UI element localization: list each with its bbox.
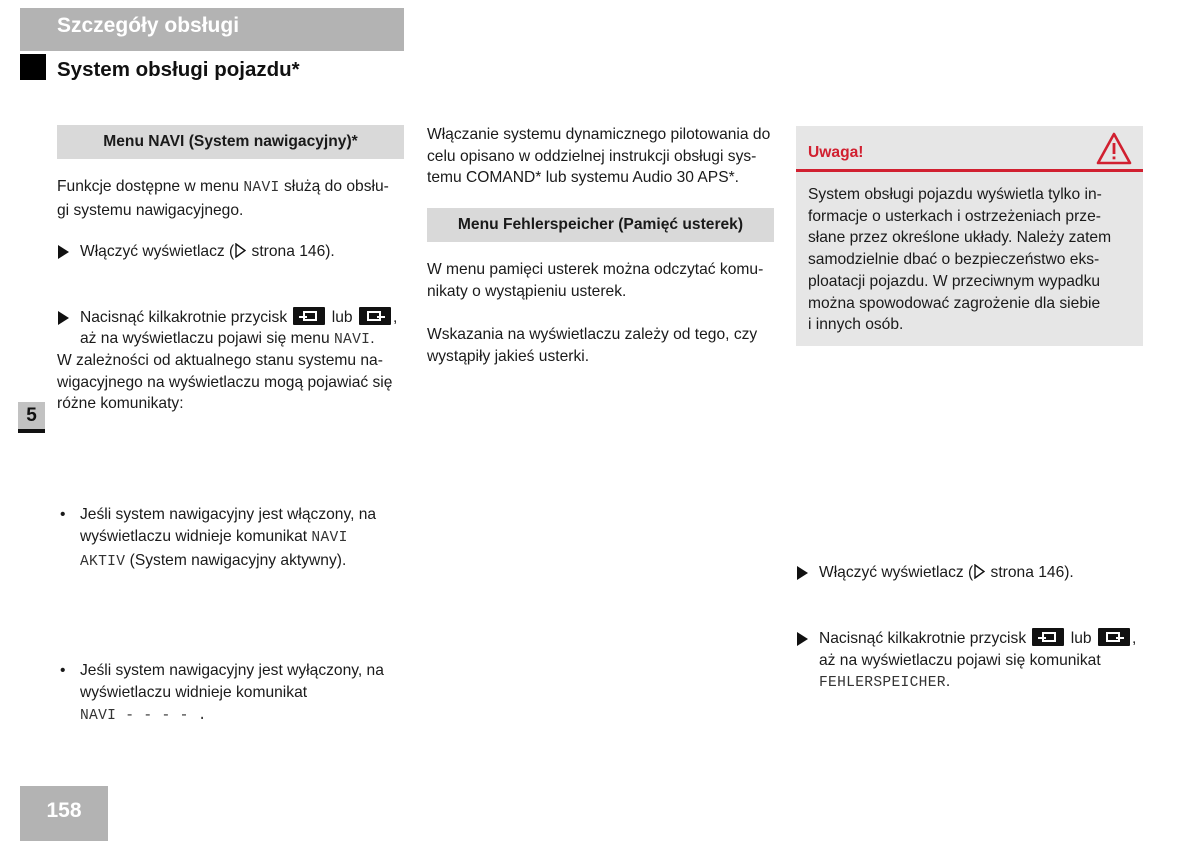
navi-intro-paragraph: Funkcje dostępne w menu NAVI służą do obsłu- gi systemu nawigacyjnego. bbox=[57, 178, 389, 219]
step-arrow-icon bbox=[797, 566, 808, 580]
step-switch-on-display-2: Włączyć wyświetlacz ( strona 146). bbox=[796, 562, 1146, 584]
step-press-button-navi: Nacisnąć kilkakrotnie przycisk lub , aż na wyświetlaczu pojawi się menu NAVI. bbox=[57, 307, 407, 352]
step-arrow-icon bbox=[58, 311, 69, 325]
page-reference-icon bbox=[974, 564, 985, 579]
navi-messages-paragraph: W zależności od aktualnego stanu systemu na- wigacyjnego na wyświetlaczu mogą pojawiać się różne komunikaty: bbox=[57, 352, 393, 413]
fault-memory-paragraph: W menu pamięci usterek można odczytać komu- nikaty o wystąpieniu usterek. bbox=[427, 261, 764, 300]
list-item-navi-active: • Jeśli system nawigacyjny jest włączony, na wyświetlaczu widnieje komunikat NAVI AKTIV (System nawigacyjny aktywny). bbox=[60, 506, 377, 570]
warning-box bbox=[796, 126, 1143, 346]
step-arrow-icon bbox=[797, 632, 808, 646]
dynamic-guidance-paragraph: Włączanie systemu dynamicznego pilotowania do celu opisano w oddzielnej instrukcji obsługi sys- temu COMAND* lub systemu Audio 30 APS*. bbox=[427, 126, 771, 187]
subheading-fehlerspeicher: Menu Fehlerspeicher (Pamięć usterek) bbox=[427, 208, 774, 242]
display-forward-key-icon bbox=[1098, 628, 1130, 646]
warning-title: Uwaga! bbox=[808, 144, 864, 161]
display-back-key-icon bbox=[293, 307, 325, 325]
list-item-navi-inactive: • Jeśli system nawigacyjny jest wyłączony, na wyświetlaczu widnieje komunikat NAVI - - - - . bbox=[60, 662, 384, 724]
step-arrow-icon bbox=[58, 245, 69, 259]
section-title: Szczegóły obsługi bbox=[57, 14, 240, 37]
subheading-navi: Menu NAVI (System nawigacyjny)* bbox=[57, 125, 404, 159]
display-forward-key-icon bbox=[359, 307, 391, 325]
page-number: 158 bbox=[46, 799, 82, 822]
step-switch-on-display: Włączyć wyświetlacz ( strona 146). bbox=[57, 241, 407, 263]
display-back-key-icon bbox=[1032, 628, 1064, 646]
warning-triangle-icon bbox=[1096, 132, 1132, 166]
warning-text: System obsługi pojazdu wyświetla tylko in- formacje o usterkach i ostrzeżeniach prze- słane przez określone układy. Należy zatem samodzielnie dbać o bezpieczeństwo eks- ploatacji pojazdu. W przeciwnym wypadku można spowodować zagrożenie dla siebie i innych osób. bbox=[808, 186, 1112, 334]
chapter-tab: 5 bbox=[18, 402, 45, 433]
display-indications-paragraph: Wskazania na wyświetlaczu zależy od tego, czy wystąpiły jakieś usterki. bbox=[427, 326, 758, 365]
step-press-button-fehler: Nacisnąć kilkakrotnie przycisk lub , aż na wyświetlaczu pojawi się komunikat FEHLERSPEICHER. bbox=[796, 628, 1154, 695]
page-reference-icon bbox=[235, 243, 246, 258]
heading-marker bbox=[20, 54, 46, 80]
page-title: System obsługi pojazdu* bbox=[57, 58, 300, 81]
